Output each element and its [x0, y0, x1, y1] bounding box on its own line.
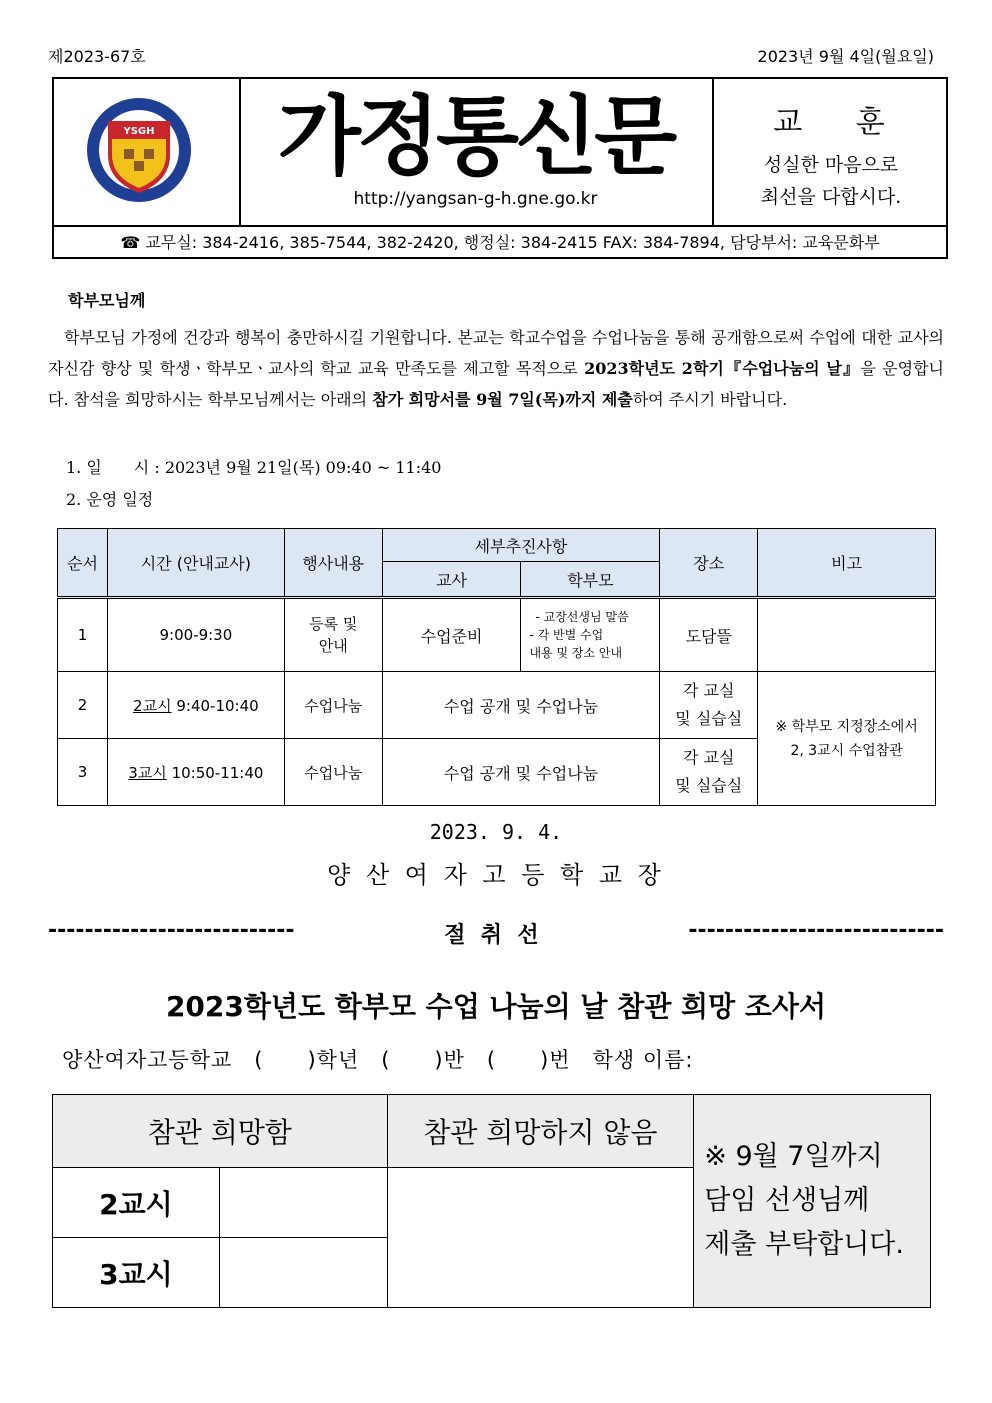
motto-line-1: 성실한 마음으로	[763, 154, 899, 176]
row3-place-line2: 및 실습실	[675, 776, 743, 795]
header-detail: 세부추진사항	[382, 529, 660, 562]
item-date: 1. 일 시 : 2023년 9월 21일(목) 09:40 ~ 11:40	[66, 458, 442, 477]
rows23-note	[758, 672, 936, 806]
row1-event-line1: 등록 및	[309, 615, 358, 633]
row1-parent	[521, 598, 660, 672]
para-bold-2: 참가 희망서를 9월 7일(목)까지 제출	[372, 390, 633, 409]
header-teacher: 교사	[382, 562, 521, 598]
header-parent: 학부모	[521, 562, 660, 598]
row1-note	[758, 598, 936, 672]
motto-heading: 교 훈	[773, 105, 907, 140]
row3-event: 수업나눔	[284, 739, 382, 806]
survey-table	[52, 1094, 931, 1308]
newsletter-title: 가정통신문	[277, 87, 674, 187]
row3-order: 3	[58, 739, 108, 806]
header-event: 행사내용	[284, 529, 382, 598]
motto-cell	[712, 79, 948, 225]
para-text-2: 을 운영합니다. 참석을 희망하시는 학부모님께서는 아래의	[48, 359, 944, 409]
row1-parent-line1: - 교장선생님 말씀	[535, 610, 629, 624]
salutation: 학부모님께	[68, 291, 146, 310]
contact-info: ☎ 교무실: 384-2416, 385-7544, 382-2420, 행정실: 384-2415 FAX: 384-7894, 담당부서: 교육문화부	[54, 225, 946, 259]
row1-order: 1	[58, 598, 108, 672]
col-not-attend: 참관 희망하지 않음	[387, 1095, 694, 1168]
survey-title: 2023학년도 학부모 수업 나눔의 날 참관 희망 조사서	[165, 990, 827, 1023]
note-line2: 2, 3교시 수업참관	[790, 742, 903, 759]
cut-line	[48, 918, 944, 949]
cut-line-label: 절 취 선	[444, 923, 539, 948]
logo-text: YSGH	[123, 126, 155, 137]
issue-number: 제2023-67호	[48, 47, 146, 66]
masthead	[52, 77, 948, 259]
row3-place-line1: 각 교실	[683, 748, 735, 767]
letter-paragraph	[48, 322, 944, 415]
row3-range: 10:50-11:40	[171, 763, 264, 782]
row2-detail: 수업 공개 및 수업나눔	[382, 672, 660, 739]
row1-event-line2: 안내	[318, 637, 348, 655]
logo-cell	[54, 79, 241, 225]
issue-date: 2023년 9월 4일(월요일)	[757, 47, 934, 66]
row1-parent-line3: 내용 및 장소 안내	[529, 646, 623, 660]
header-order: 순서	[58, 529, 108, 598]
period-2-label: 2교시	[53, 1168, 220, 1238]
row2-place	[660, 672, 758, 739]
col-attend: 참관 희망함	[53, 1095, 388, 1168]
row1-parent-line2: - 각 반별 수업	[529, 628, 604, 642]
row2-range: 9:40-10:40	[176, 696, 259, 715]
row3-place	[660, 739, 758, 806]
submit-note-line3: 제출 부탁합니다.	[704, 1229, 904, 1260]
not-attend-check-cell[interactable]	[387, 1168, 694, 1308]
schedule-table	[57, 528, 936, 806]
principal-name: 양 산 여 자 고 등 학 교 장	[327, 861, 665, 889]
student-info-line: 양산여자고등학교 ( )학년 ( )반 ( )번 학생 이름:	[62, 1048, 694, 1072]
row1-teacher: 수업준비	[382, 598, 521, 672]
period-3-label: 3교시	[53, 1238, 220, 1308]
submit-note-line1: ※ 9월 7일까지	[704, 1141, 883, 1172]
item-schedule: 2. 운영 일정	[66, 490, 154, 509]
para-text-1: 학부모님 가정에 건강과 행복이 충만하시길 기원합니다. 본교는 학교수업을 수업나눔을 통해 공개함으로써 수업에 대한 교사의 자신감 향상 및 학생ㆍ학부모ㆍ교사의 학교 교육 만족도를 제고할 목적으로	[48, 328, 944, 378]
row1-place: 도담뜰	[660, 598, 758, 672]
row2-place-line2: 및 실습실	[675, 709, 743, 728]
row3-time	[107, 739, 284, 806]
motto-line-2: 최선을 다합시다.	[760, 186, 902, 208]
submit-note-line2: 담임 선생님께	[704, 1185, 870, 1216]
title-cell	[239, 79, 712, 225]
row2-event: 수업나눔	[284, 672, 382, 739]
row2-place-line1: 각 교실	[683, 681, 735, 700]
row2-time	[107, 672, 284, 739]
header-time: 시간 (안내교사)	[107, 529, 284, 598]
para-bold-1: 2023학년도 2학기『수업나눔의 날』	[584, 359, 861, 378]
para-text-3: 하여 주시기 바랍니다.	[632, 390, 788, 409]
school-url[interactable]: http://yangsan-g-h.gne.go.kr	[353, 189, 598, 209]
table-row	[58, 672, 936, 739]
row3-detail: 수업 공개 및 수업나눔	[382, 739, 660, 806]
row2-period: 2교시	[133, 696, 172, 715]
row3-period: 3교시	[128, 763, 167, 782]
cut-line-dashes-right: ----------------------------	[688, 918, 944, 943]
row2-order: 2	[58, 672, 108, 739]
period-3-check-cell[interactable]	[219, 1238, 387, 1308]
table-row	[58, 598, 936, 672]
submit-note	[694, 1095, 931, 1308]
header-place: 장소	[660, 529, 758, 598]
row1-event	[284, 598, 382, 672]
period-2-check-cell[interactable]	[219, 1168, 387, 1238]
school-logo	[86, 97, 192, 203]
note-line1: ※ 학부모 지정장소에서	[775, 718, 918, 735]
signature-date: 2023. 9. 4.	[429, 820, 563, 844]
cut-line-dashes-left: ---------------------------	[48, 918, 295, 943]
row1-time: 9:00-9:30	[107, 598, 284, 672]
header-note: 비고	[758, 529, 936, 598]
